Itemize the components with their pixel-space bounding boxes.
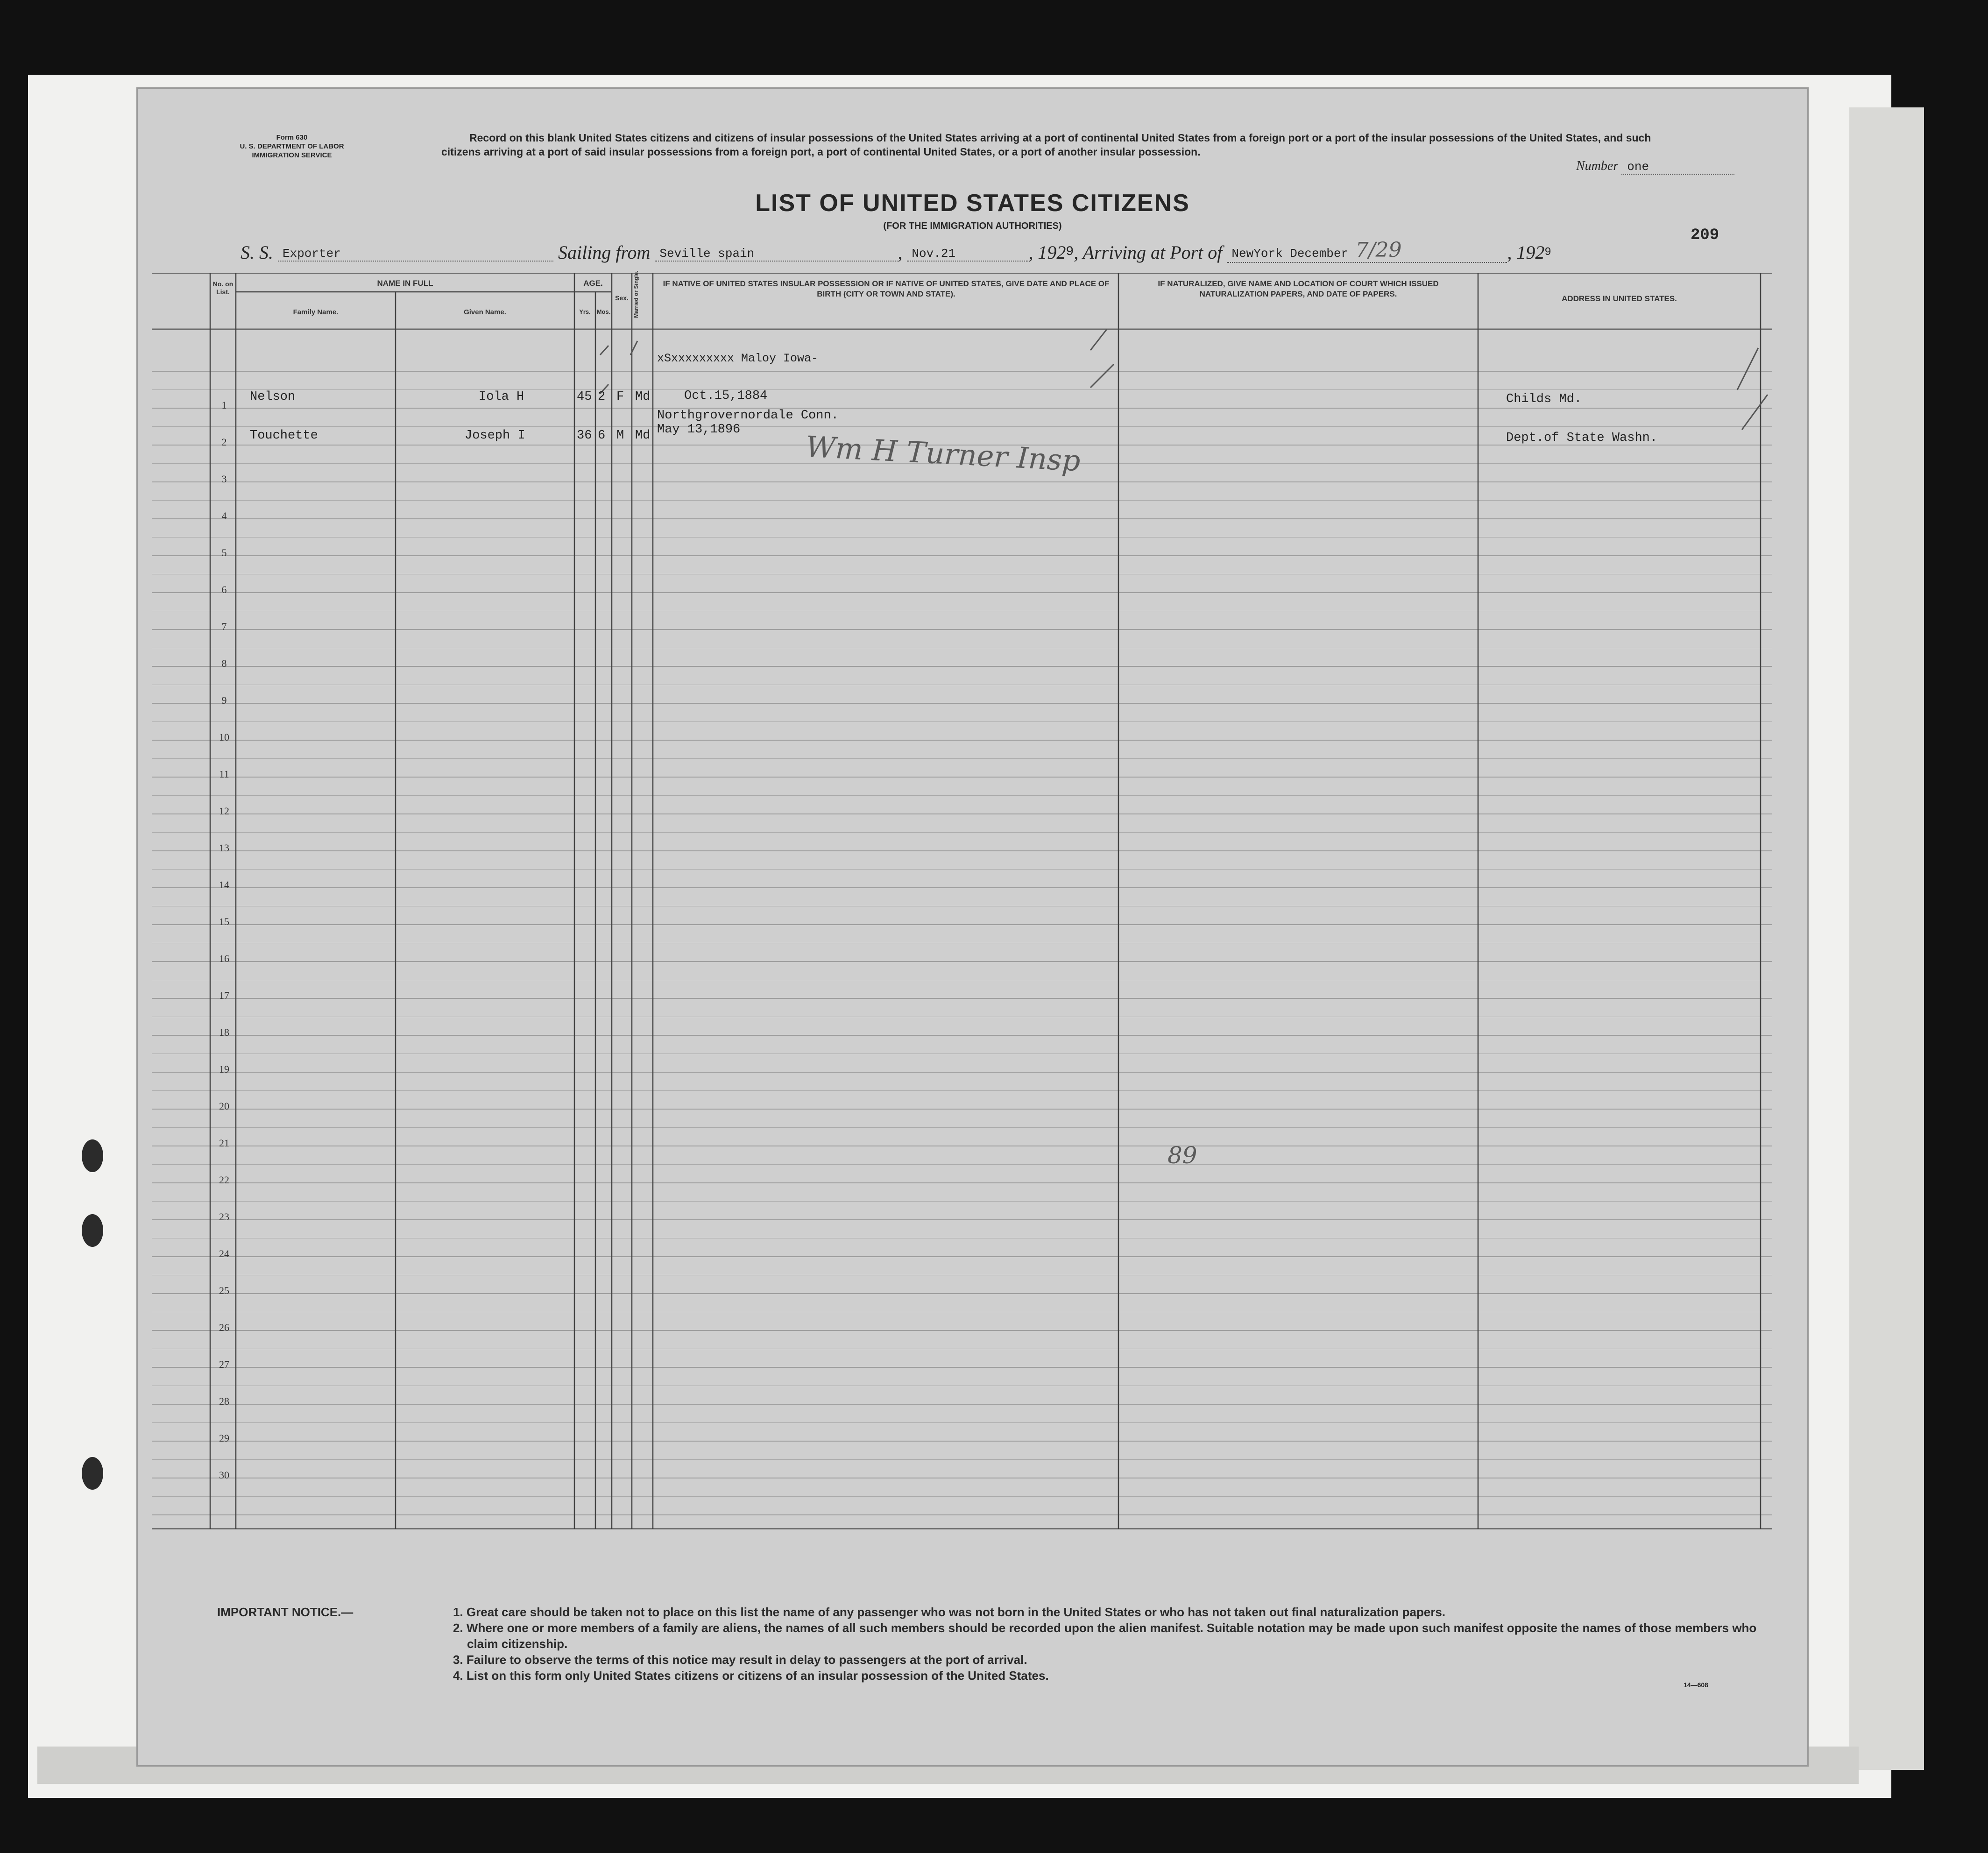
row-number: 7 [221,621,227,632]
header-age: AGE. [583,279,603,288]
row-number: 1 [221,399,227,411]
entry-1-married: Md [635,390,651,404]
row-number: 16 [219,953,229,964]
ss-label: S. S. [241,242,273,263]
arrival-port: NewYork December 7/29 [1227,238,1507,263]
form-identifier [194,133,390,160]
row-number: 12 [219,805,229,817]
sailing-date: Nov.21 [907,247,1028,262]
header-sex: Sex. [615,294,629,302]
row-number: 2 [221,436,227,448]
entry-2-birth-place: Northgrovernordale Conn. [657,409,839,423]
row-number: 15 [219,916,229,927]
entry-1-yrs: 45 [577,390,592,404]
entry-1-birth-date: Oct.15,1884 [684,389,768,403]
form-instructions: Record on this blank United States citizens and citizens of insular possessions of the United States arriving at a port of continental United States from a foreign port or a port of the insular possessions of the United States, and such citizens arriving at a port of said insular possessions from a foreign port, a port of continental United States, or a port of another insular possession. [441,132,1651,158]
row-number: 11 [219,768,229,780]
header-address: ADDRESS IN UNITED STATES. [1562,294,1677,303]
notice-item-3: 3. Failure to observe the terms of this notice may result in delay to passengers at the port of arrival. [453,1653,1027,1667]
notice-item-2: 2. Where one or more members of a family are aliens, the names of all such members should be recorded upon the alien manifest. Suitable notation may be made upon such manifest opposite the names of those members who claim citizenship. [453,1621,1757,1651]
page-subtitle: (FOR THE IMMIGRATION AUTHORITIES) [883,221,1062,231]
passenger-table [152,270,1772,1529]
row-number: 14 [219,879,229,891]
entry-2-married: Md [635,429,651,443]
binder-hole [82,1139,103,1172]
form-code: 14—608 [1684,1681,1708,1689]
notice-list [453,1604,1765,1683]
row-number: 18 [219,1026,229,1038]
header-name-in-full: NAME IN FULL [377,279,433,288]
entry-2-birth-date: May 13,1896 [657,423,741,437]
form-number: Form 630 [276,134,308,141]
row-number: 21 [219,1137,229,1149]
notice-item-4: 4. List on this form only United States citizens or citizens of an insular possession of the United States. [453,1669,1049,1683]
year2-suffix: 9 [1544,246,1551,259]
list-number [1576,159,1734,175]
entry-2-family-name: Touchette [250,429,318,443]
underlying-page-edge [1849,107,1924,1770]
number-label: Number [1576,159,1619,173]
sailing-label: Sailing from [558,242,651,263]
row-number: 22 [219,1174,229,1186]
row-number: 28 [219,1395,229,1407]
row-number: 13 [219,842,229,854]
arrival-date-handwritten: 7/29 [1355,238,1402,262]
row-number: 8 [221,658,227,669]
header-given-name: Given Name. [464,308,506,316]
entry-2-given-name: Joseph I [465,429,525,443]
inspector-signature: Wm H Turner Insp [805,429,1082,478]
row-number: 6 [221,584,227,595]
entry-2-sex: M [616,429,624,443]
row-number: 24 [219,1248,229,1259]
entry-1-given-name: Iola H [479,390,524,404]
voyage-line: S. S. Exporter Sailing from Seville spain , Nov.21 , $192^9$, Arriving at Port of NewYork December 7/29 , $192^9$ [241,238,1551,263]
row-number: 3 [221,473,227,485]
manifest-sheet [138,89,1807,1765]
entry-1-family-name: Nelson [250,390,296,404]
entry-2-address: Dept.of State Washn. [1506,431,1658,445]
notice-lead: IMPORTANT NOTICE.— [217,1605,354,1619]
entry-1-address: Childs Md. [1506,392,1582,406]
notice-item-1: 1. Great care should be taken not to place on this list the name of any passenger who was not born in the United States or who has not taken out final naturalization papers. [453,1605,1446,1619]
year2-prefix: 192 [1516,242,1545,263]
year-suffix: 9 [1066,245,1074,259]
header-birth: IF NATIVE OF UNITED STATES INSULAR POSSESSION OR IF NATIVE OF UNITED STATES, GIVE DATE AND PLACE OF BIRTH (CITY OR TOWN AND STATE). [663,279,1110,298]
entry-1-birth-place: xSxxxxxxxxx Maloy Iowa- [657,352,819,365]
binder-hole [82,1214,103,1247]
header-family-name: Family Name. [293,308,339,316]
header-mos: Mos. [596,308,611,315]
row-number: 30 [219,1469,229,1481]
binder-hole [82,1457,103,1490]
row-number: 4 [221,510,227,522]
row-number: 27 [219,1358,229,1370]
entry-1-sex: F [616,390,624,404]
department-name: U. S. DEPARTMENT OF LABOR [240,142,344,150]
entry-2-mos: 6 [598,429,606,443]
entry-1-mos: 2 [598,390,606,404]
number-value: one [1621,160,1734,175]
row-number: 26 [219,1322,229,1333]
ship-name: Exporter [278,247,553,262]
row-number: 23 [219,1211,229,1223]
page-stamp-number: 209 [1691,226,1719,244]
row-number: 9 [221,694,227,706]
header-married: Married or Single. [633,270,639,318]
row-number: 20 [219,1100,229,1112]
arriving-label: , Arriving at Port of [1074,242,1223,263]
entry-2-yrs: 36 [577,429,592,443]
margin-note: 89 [1167,1142,1197,1169]
row-number: 5 [221,547,227,559]
service-name: IMMIGRATION SERVICE [252,151,332,159]
row-number: 10 [219,731,229,743]
row-number: 19 [219,1063,229,1075]
row-number: 25 [219,1285,229,1296]
row-number: 29 [219,1432,229,1444]
page-title: LIST OF UNITED STATES CITIZENS [755,190,1190,217]
sailing-port: Seville spain [655,247,898,262]
header-naturalized: IF NATURALIZED, GIVE NAME AND LOCATION OF COURT WHICH ISSUED NATURALIZATION PAPERS, AND DATE OF PAPERS. [1158,279,1439,298]
header-no: No. on List. [212,280,233,296]
row-number: 17 [219,990,229,1001]
year-prefix: 192 [1038,242,1066,263]
header-yrs: Yrs. [579,308,591,315]
